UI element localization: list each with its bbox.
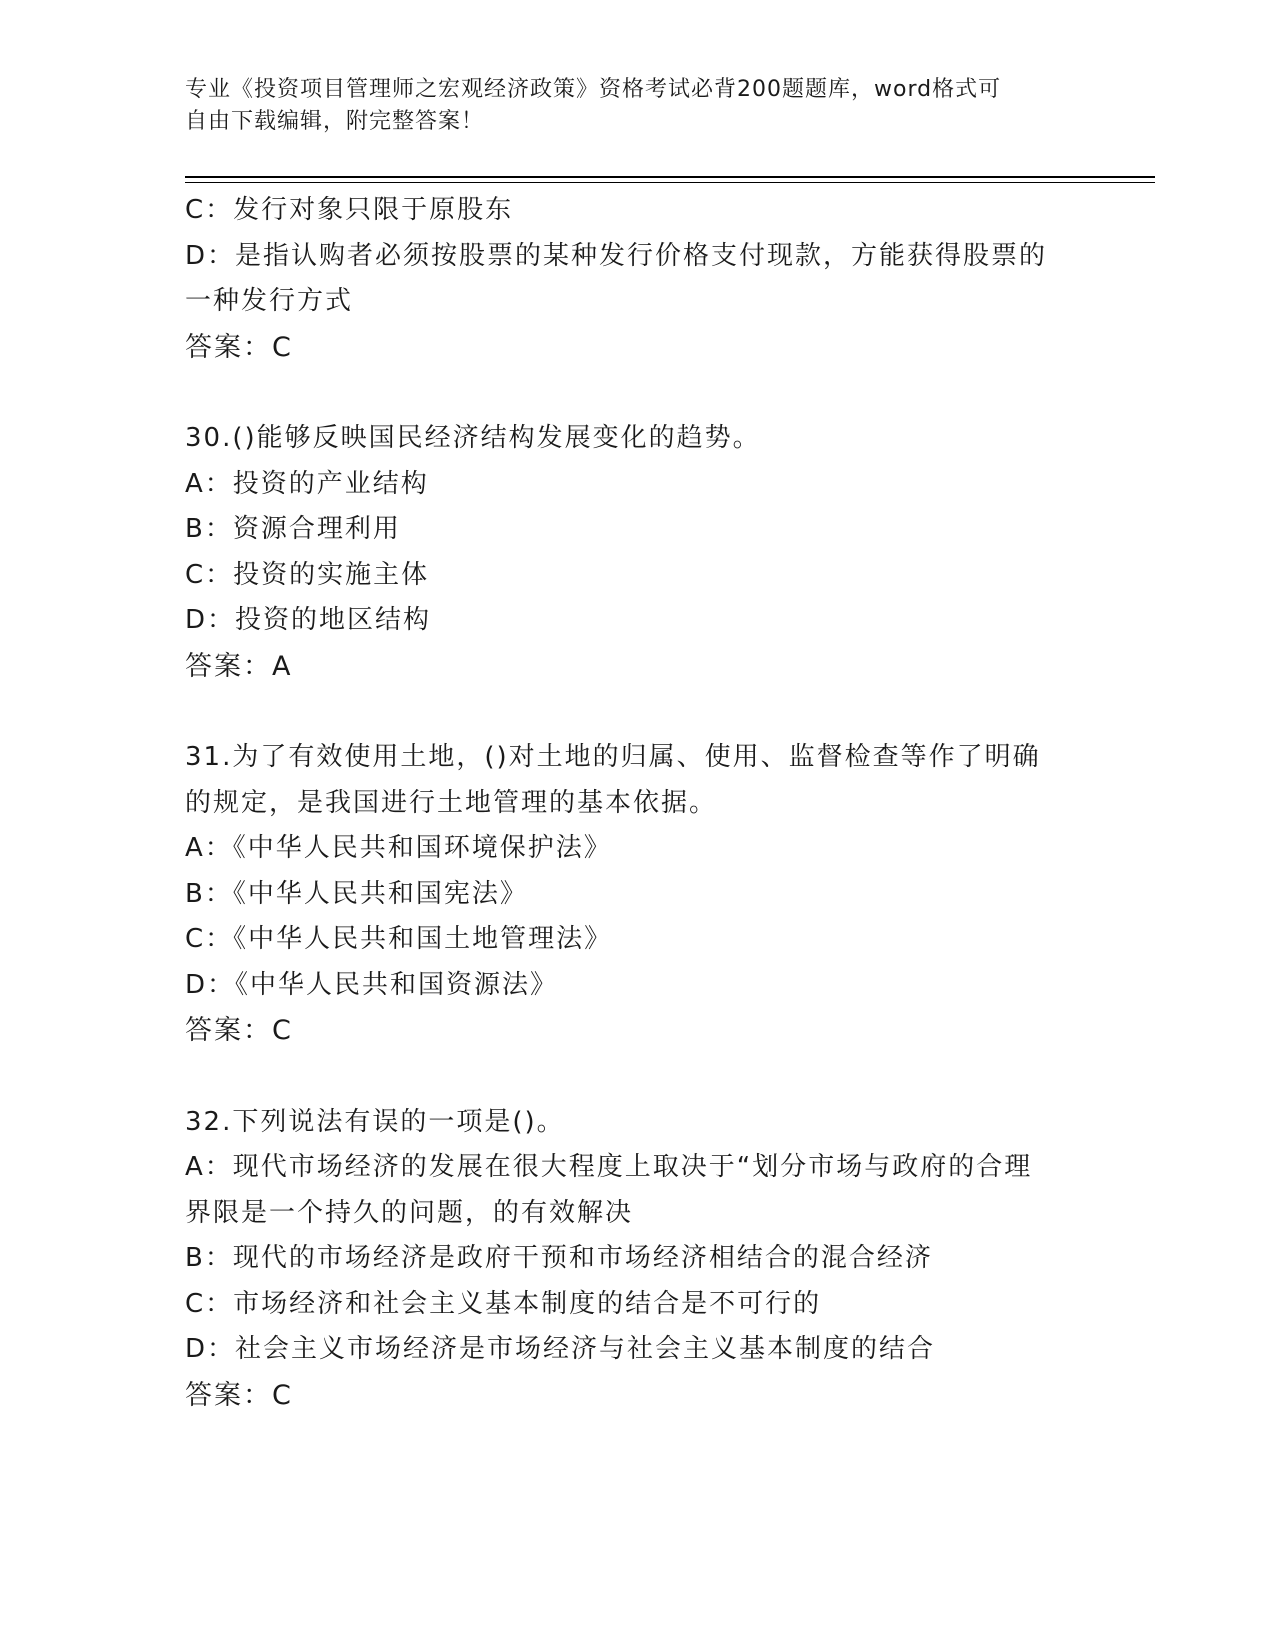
answer: 答案：A [185, 650, 293, 682]
question-stem: 32.下列说法有误的一项是()。 [185, 1106, 565, 1137]
option-d-line-1: D：是指认购者必须按股票的某种发行价格支付现款，方能获得股票的 [185, 240, 1048, 271]
question-31 [185, 735, 1085, 1054]
header-rule-thick [185, 176, 1155, 178]
option-a: A：《中华人民共和国环境保护法》 [185, 833, 612, 863]
question-32 [185, 1100, 1085, 1419]
option-d-line-2: 一种发行方式 [185, 286, 354, 316]
question-stem-line-1: 31.为了有效使用土地，()对土地的归属、使用、监督检查等作了明确 [185, 742, 1041, 772]
option-c: C：《中华人民共和国土地管理法》 [185, 924, 613, 954]
option-d: D：投资的地区结构 [185, 605, 432, 635]
spacer [185, 370, 1085, 416]
previous-question-tail [185, 188, 1085, 370]
option-b: B：《中华人民共和国宪法》 [185, 878, 528, 909]
option-b: B：现代的市场经济是政府干预和市场经济相结合的混合经济 [185, 1243, 933, 1273]
answer: 答案：C [185, 1379, 293, 1411]
option-b: B：资源合理利用 [185, 514, 401, 544]
option-c: C：投资的实施主体 [185, 559, 430, 590]
option-a-line-2: 界限是一个持久的问题，的有效解决 [185, 1197, 634, 1228]
option-c: C：发行对象只限于原股东 [185, 195, 514, 225]
option-d: D：社会主义市场经济是市场经济与社会主义基本制度的结合 [185, 1334, 936, 1364]
document-header [185, 74, 1085, 138]
question-stem: 30.()能够反映国民经济结构发展变化的趋势。 [185, 423, 761, 453]
header-rule-thin [185, 182, 1155, 183]
header-line-2: 自由下载编辑，附完整答案！ [185, 109, 485, 134]
answer: 答案：C [185, 331, 293, 363]
answer: 答案：C [185, 1015, 293, 1046]
option-d: D：《中华人民共和国资源法》 [185, 969, 559, 1000]
option-c: C：市场经济和社会主义基本制度的结合是不可行的 [185, 1288, 822, 1319]
spacer [185, 1054, 1085, 1100]
option-a-line-1: A：现代市场经济的发展在很大程度上取决于“划分市场与政府的合理 [185, 1152, 1033, 1182]
header-line-1: 专业《投资项目管理师之宏观经济政策》资格考试必背200题题库，word格式可 [185, 77, 1002, 102]
question-30 [185, 416, 1085, 689]
question-stem-line-2: 的规定，是我国进行土地管理的基本依据。 [185, 787, 718, 818]
spacer [185, 689, 1085, 735]
question-content [185, 188, 1085, 1418]
option-a: A：投资的产业结构 [185, 468, 429, 499]
